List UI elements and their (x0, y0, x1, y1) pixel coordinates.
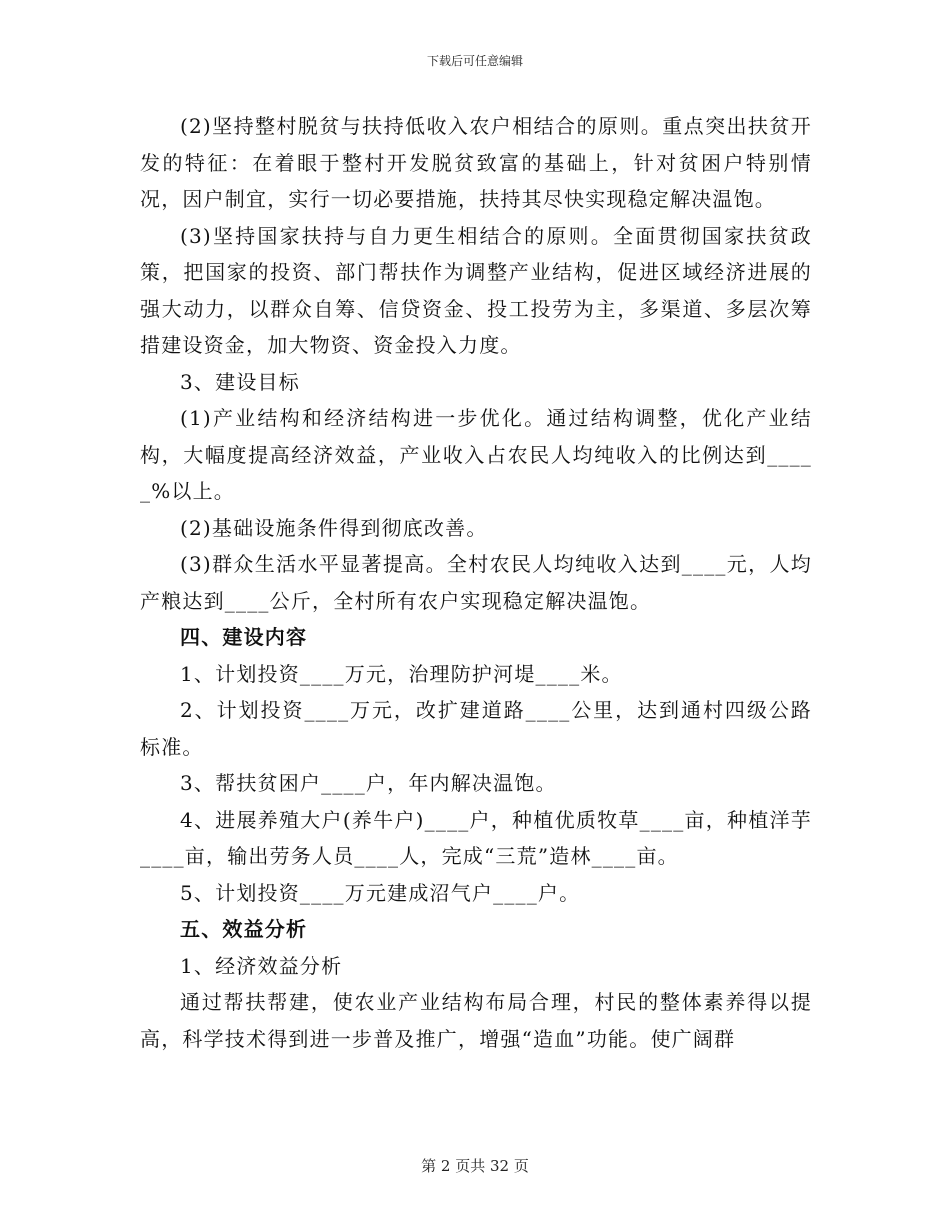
subheading-construction-goals: 3、建设目标 (180, 369, 300, 394)
paragraph-content-4: 4、进展养殖大户(养牛户)____户，种植优质牧草____亩，种植洋芋____亩，输出劳务人员____人，完成“三荒”造林____亩。 (140, 807, 812, 868)
section-heading-construction-content: 四、建设内容 (180, 625, 308, 649)
page-header-note: 下载后可任意编辑 (426, 54, 523, 68)
section-heading-benefit-analysis: 五、效益分析 (180, 917, 308, 941)
paragraph-goal-2: (2)基础设施条件得到彻底改善。 (180, 515, 488, 540)
paragraph-content-3: 3、帮扶贫困户____户，年内解决温饱。 (180, 771, 557, 795)
paragraph-content-1: 1、计划投资____万元，治理防护河堤____米。 (180, 661, 623, 686)
paragraph-goal-1: (1)产业结构和经济结构进一步优化。通过结构调整，优化产业结构，大幅度提高经济效益，产业收入占农民人均纯收入的比例达到_____%以上。 (140, 406, 812, 503)
page-number-footer: 第 2 页共 32 页 (421, 1157, 529, 1175)
paragraph-content-5: 5、计划投资____万元建成沼气户____户。 (180, 880, 581, 905)
paragraph-goal-3: (3)群众生活水平显著提高。全村农民人均纯收入达到____元，人均产粮达到____公斤，全村所有农户实现稳定解决温饱。 (140, 552, 812, 613)
paragraph-principle-2: (2)坚持整村脱贫与扶持低收入农户相结合的原则。重点突出扶贫开发的特征：在着眼于整村开发脱贫致富的基础上，针对贫困户特别情况，因户制宜，实行一切必要措施，扶持其尽快实现稳定解决温饱。 (140, 114, 812, 211)
paragraph-content-2: 2、计划投资____万元，改扩建道路____公里，达到通村四级公路标准。 (140, 698, 812, 759)
subheading-economic-benefit: 1、经济效益分析 (180, 953, 343, 978)
document-body (140, 108, 812, 1057)
paragraph-economic-benefit: 通过帮扶帮建，使农业产业结构布局合理，村民的整体素养得以提高，科学技术得到进一步普及推广，增强“造血”功能。使广阔群 (140, 990, 812, 1051)
paragraph-principle-3: (3)坚持国家扶持与自力更生相结合的原则。全面贯彻国家扶贫政策，把国家的投资、部门帮扶作为调整产业结构，促进区域经济进展的强大动力，以群众自筹、信贷资金、投工投劳为主，多渠道、多层次筹措建设资金，加大物资、资金投入力度。 (140, 223, 812, 357)
